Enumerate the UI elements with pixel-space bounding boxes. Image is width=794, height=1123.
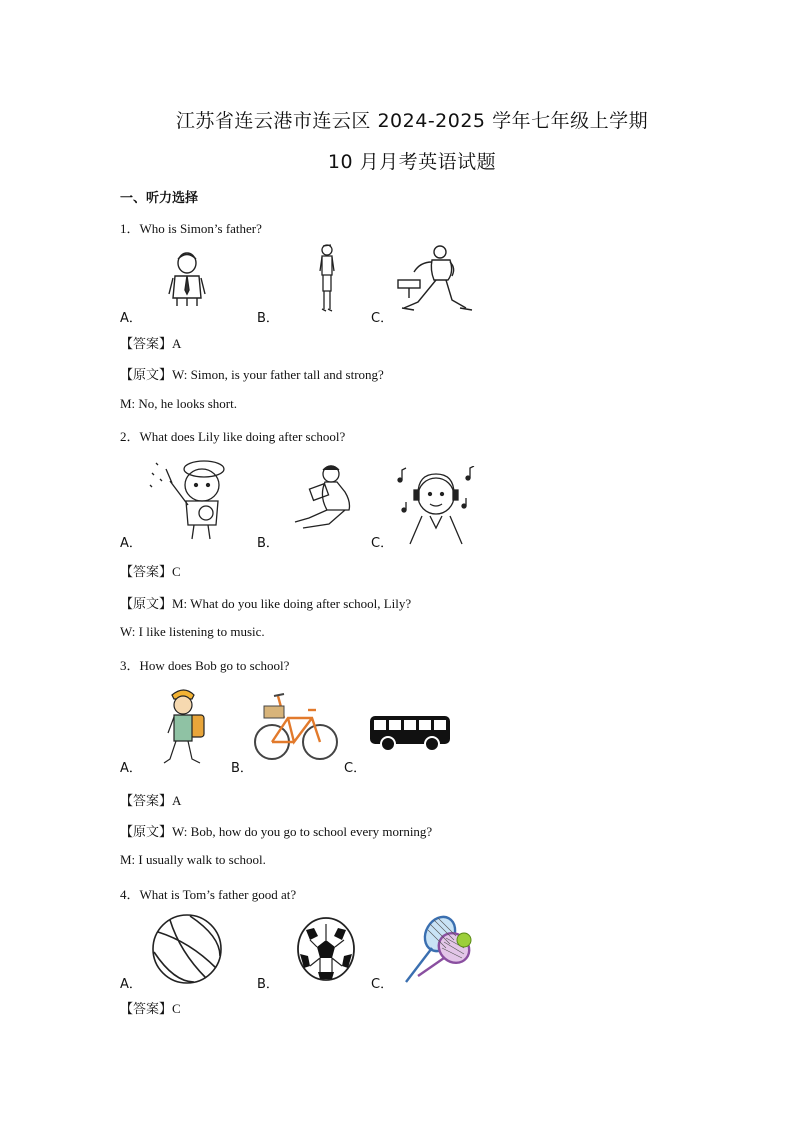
short-man-icon xyxy=(163,250,211,308)
answer-3: 【答案】A xyxy=(120,793,182,808)
bus-icon xyxy=(368,714,452,752)
option-a: A． xyxy=(120,761,142,776)
reading-boy-icon xyxy=(289,462,357,532)
walking-boy-icon xyxy=(160,685,210,769)
question-2: 2．What does Lily like doing after school? xyxy=(120,429,346,444)
script-2-line-1: 【原文】M: What do you like doing after school, Lily? xyxy=(120,596,412,611)
option-a: A． xyxy=(120,311,142,326)
option-a: A． xyxy=(120,536,142,551)
answer-2: 【答案】C xyxy=(120,564,181,579)
option-b: B． xyxy=(257,311,279,326)
script-3-line-1: 【原文】W: Bob, how do you go to school every morning? xyxy=(120,824,433,839)
strong-man-icon xyxy=(396,242,474,316)
painting-girl-icon xyxy=(146,455,228,543)
option-c: C． xyxy=(371,536,394,551)
soccer-ball-icon xyxy=(296,916,356,982)
tall-boy-icon xyxy=(315,243,339,315)
basketball-icon xyxy=(150,912,224,986)
option-c: C． xyxy=(371,311,394,326)
page-title: 江苏省连云港市连云区 2024-2025 学年七年级上学期 xyxy=(175,110,649,132)
question-3: 3．How does Bob go to school? xyxy=(120,658,290,673)
script-3-line-2: M: I usually walk to school. xyxy=(120,852,266,867)
page-subtitle: 10 月月考英语试题 xyxy=(327,151,497,173)
question-1: 1．Who is Simon’s father? xyxy=(120,221,262,236)
script-1-line-2: M: No, he looks short. xyxy=(120,396,237,411)
option-c: C． xyxy=(344,761,367,776)
script-1-line-1: 【原文】W: Simon, is your father tall and strong? xyxy=(120,367,384,382)
question-4: 4．What is Tom’s father good at? xyxy=(120,887,297,902)
bicycle-icon xyxy=(252,692,340,764)
option-a: A． xyxy=(120,977,142,992)
music-listening-girl-icon xyxy=(396,466,476,546)
option-c: C． xyxy=(371,977,394,992)
option-b: B． xyxy=(257,977,279,992)
script-2-line-2: W: I like listening to music. xyxy=(120,624,265,639)
option-b: B． xyxy=(257,536,279,551)
section-heading: 一、听力选择 xyxy=(120,191,199,206)
answer-1: 【答案】A xyxy=(120,336,182,351)
tennis-rackets-icon xyxy=(398,912,482,986)
answer-4: 【答案】C xyxy=(120,1001,181,1016)
option-b: B． xyxy=(231,761,253,776)
